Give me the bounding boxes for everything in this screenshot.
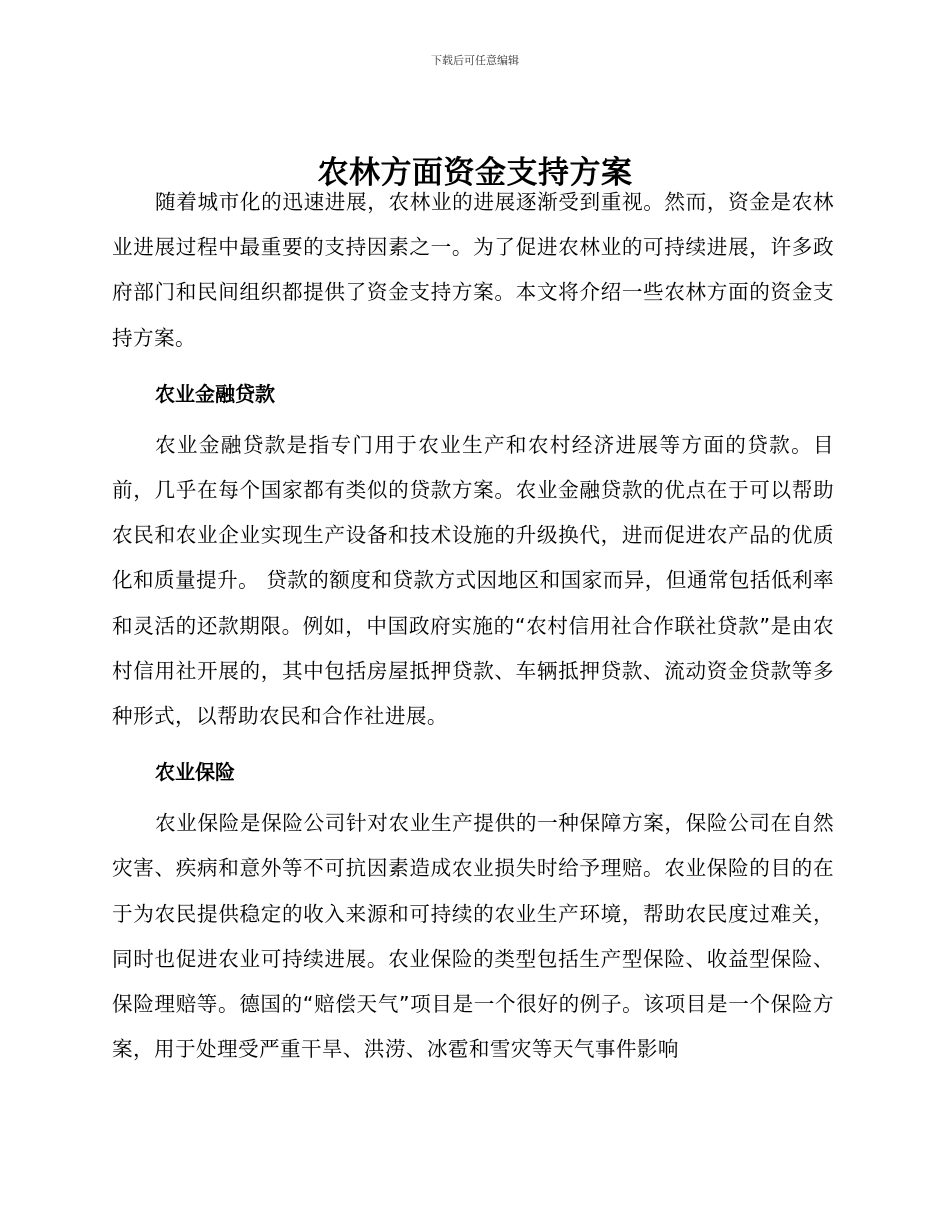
intro-paragraph: 随着城市化的迅速进展，农林业的进展逐渐受到重视。然而，资金是农林业进展过程中最重要的支持因素之一。为了促进农林业的可持续进展，许多政府部门和民间组织都提供了资金支持方案。本文将介绍一些农林方面的资金支持方案。 [112,190,834,350]
section-heading-agri-loan: 农业金融贷款 [155,381,275,406]
document-body [112,180,834,1072]
section-body-agri-loan: 农业金融贷款是指专门用于农业生产和农村经济进展等方面的贷款。目前，几乎在每个国家都有类似的贷款方案。农业金融贷款的优点在于可以帮助农民和农业企业实现生产设备和技术设施的升级换代，进而促进农产品的优质化和质量提升。 贷款的额度和贷款方式因地区和国家而异，但通常包括低利率和灵活的还款期限。例如，中国政府实施的“农村信用社合作联社贷款”是由农村信用社开展的，其中包括房屋抵押贷款、车辆抵押贷款、流动资金贷款等多种形式，以帮助农民和合作社进展。 [112,432,834,729]
section-body-agri-insurance: 农业保险是保险公司针对农业生产提供的一种保障方案，保险公司在自然灾害、疾病和意外等不可抗因素造成农业损失时给予理赔。农业保险的目的在于为农民提供稳定的收入来源和可持续的农业生产环境，帮助农民度过难关，同时也促进农业可持续进展。农业保险的类型包括生产型保险、收益型保险、保险理赔等。德国的“赔偿天气”项目是一个很好的例子。该项目是一个保险方案，用于处理受严重干旱、洪涝、冰雹和雪灾等天气事件影响 [112,811,834,1062]
document-title: 农林方面资金支持方案 [317,154,633,191]
section-heading-agri-insurance: 农业保险 [155,760,235,785]
header-note: 下载后可任意编辑 [431,54,519,67]
